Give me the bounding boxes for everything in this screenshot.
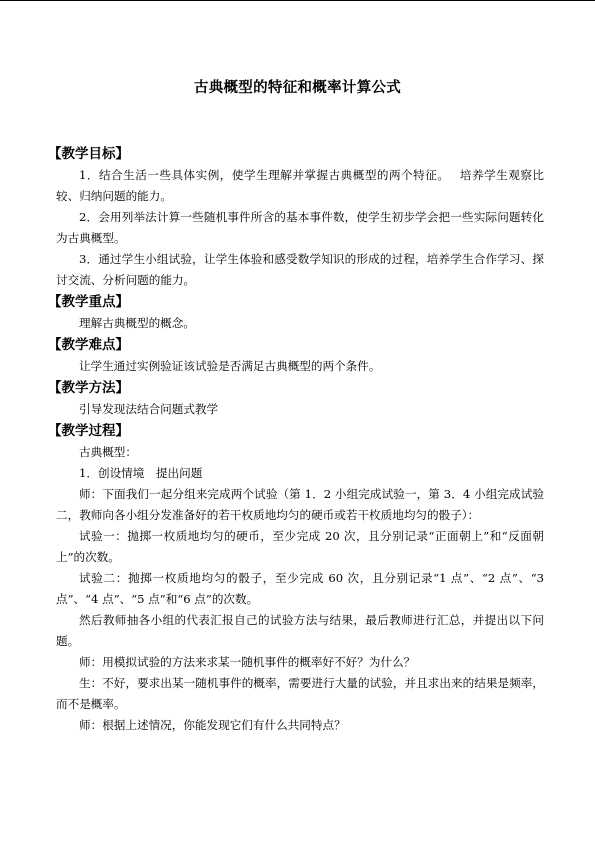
section-heading-methods: 【教学方法】 — [48, 380, 129, 396]
objective-paragraph: 1．结合生活一些具体实例，使学生理解并掌握古典概型的两个特征。 培养学生观察比较、归纳问题的能力。 — [56, 168, 544, 203]
objective-paragraph: 2．会用列举法计算一些随机事件所含的基本事件数，使学生初步学会把一些实际问题转化为古典概型。 — [56, 210, 544, 245]
process-paragraph: 师：根据上述情况，你能发现它们有什么共同特点？ — [79, 718, 346, 732]
difficulty-paragraph: 让学生通过实例验证该试验是否满足古典概型的两个条件。 — [79, 359, 381, 373]
process-paragraph: 1．创设情境 提出问题 — [79, 466, 203, 480]
objective-paragraph: 3．通过学生小组试验，让学生体验和感受数学知识的形成的过程，培养学生合作学习、探讨交流、分析问题的能力。 — [56, 252, 544, 287]
process-paragraph: 师：用模拟试验的方法来求某一随机事件的概率好不好？为什么？ — [79, 655, 416, 669]
process-paragraph: 试验二：抛掷一枚质地均匀的骰子，至少完成 60 次，且分别记录“1 点”、“2 点”、“3 点”、“4 点”、“5 点”和“6 点”的次数。 — [56, 571, 544, 606]
top-rule — [0, 0, 595, 1]
process-paragraph: 师：下面我们一起分组来完成两个试验（第 1．2 小组完成试验一，第 3．4 小组完成试验二，教师向各小组分发准备好的若干枚质地均匀的硬币或若干枚质地均匀的骰子）： — [56, 487, 544, 522]
process-paragraph: 古典概型： — [79, 445, 137, 459]
method-paragraph: 引导发现法结合问题式教学 — [79, 402, 219, 416]
process-paragraph: 然后教师抽各小组的代表汇报自己的试验方法与结果，最后教师进行汇总，并提出以下问题。 — [56, 613, 544, 648]
document-body — [48, 143, 544, 736]
page-title: 古典概型的特征和概率计算公式 — [193, 80, 402, 96]
section-heading-key-points: 【教学重点】 — [48, 294, 129, 310]
section-heading-difficulties: 【教学难点】 — [48, 337, 129, 353]
process-paragraph: 生：不好，要求出某一随机事件的概率，需要进行大量的试验，并且求出来的结果是频率，而不是概率。 — [56, 676, 544, 711]
key-point-paragraph: 理解古典概型的概念。 — [79, 316, 195, 330]
process-paragraph: 试验一：抛掷一枚质地均匀的硬币，至少完成 20 次，且分别记录“正面朝上”和“反面朝上”的次数。 — [56, 529, 544, 564]
section-heading-objectives: 【教学目标】 — [48, 146, 129, 162]
section-heading-process: 【教学过程】 — [48, 423, 129, 439]
